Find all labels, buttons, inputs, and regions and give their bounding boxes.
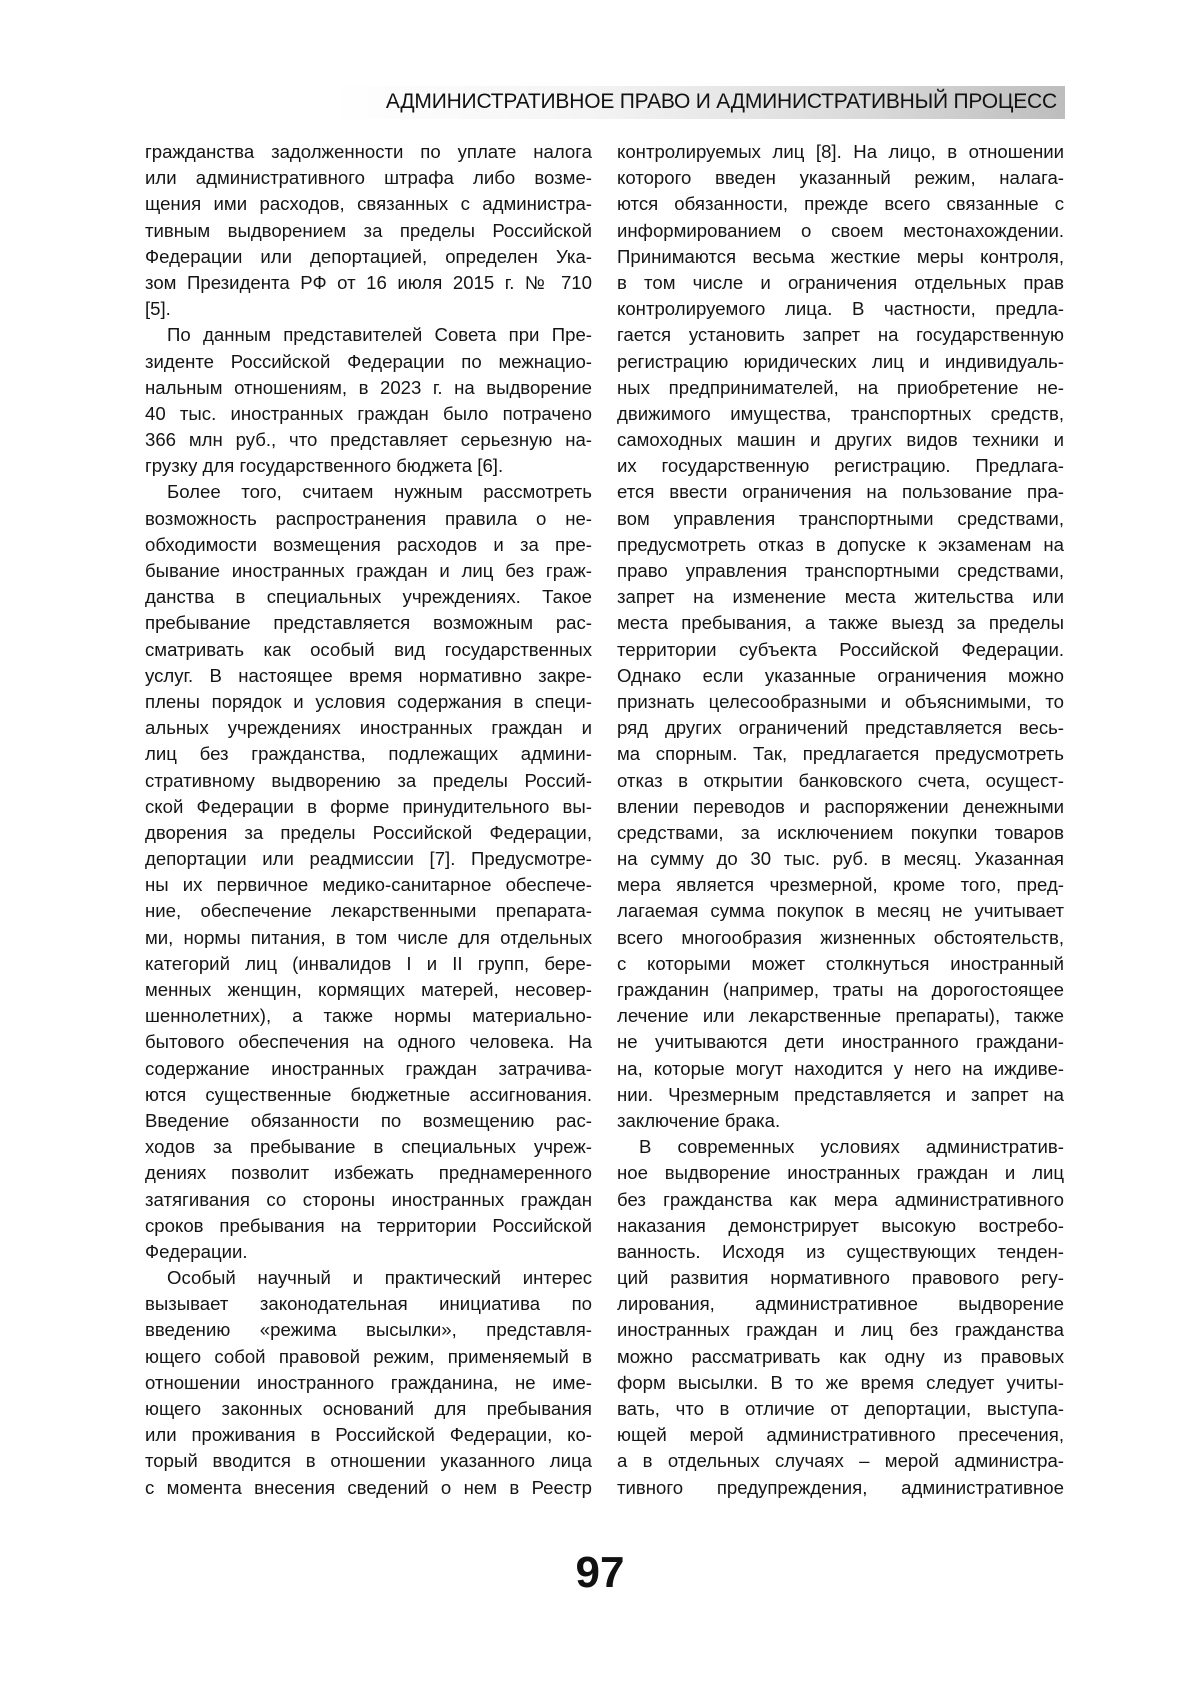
text-line: услуг. В настоящее время нормативно закре-	[145, 664, 592, 686]
text-line: отношении иностранного гражданина, не име-	[145, 1371, 592, 1393]
text-line: их государственную регистрацию. Предлага-	[617, 455, 1064, 477]
text-line: контролируемого лица. В частности, предла-	[617, 298, 1064, 320]
text-line: ются существенные бюджетные ассигнования.	[145, 1083, 592, 1105]
text-line: Введение обязанности по возмещению рас-	[145, 1109, 592, 1131]
text-line: вызывает законодательная инициатива по	[145, 1293, 592, 1315]
text-line: В современных условиях административ-	[639, 1136, 1064, 1158]
text-line: а в отдельных случаях – мерой администра-	[617, 1450, 1064, 1472]
text-line: Принимаются весьма жесткие меры контроля,	[617, 245, 1064, 267]
text-line: стративному выдворению за пределы Россий-	[145, 769, 592, 791]
text-line: содержание иностранных граждан затрачива-	[145, 1057, 592, 1079]
text-line: гражданин (например, траты на дорогостоящее	[617, 979, 1064, 1000]
text-line: ской Федерации в форме принудительного вы-	[145, 795, 592, 817]
text-line: лагаемая сумма покупок в месяц не учитывает	[617, 900, 1064, 922]
text-line: щения ими расходов, связанных с администра-	[145, 193, 592, 215]
text-line: ющего законных оснований для пребывания	[145, 1398, 592, 1419]
text-line: на, которые могут находится у него на иждиве-	[617, 1057, 1064, 1079]
left-column	[145, 139, 592, 1501]
text-line: [5].	[145, 298, 171, 320]
text-line: бывание иностранных граждан и лиц без граж-	[145, 560, 592, 581]
text-line: регистрацию юридических лиц и индивидуаль-	[617, 350, 1064, 372]
text-line: вать, что в отличие от депортации, выступа-	[617, 1398, 1064, 1419]
text-line: форм высылки. В то же время следует учиты-	[617, 1371, 1064, 1393]
text-line: гается установить запрет на государственную	[617, 324, 1064, 346]
text-line: заключение брака.	[617, 1109, 781, 1131]
text-line: можно рассматривать как одну из правовых	[617, 1345, 1064, 1367]
text-line: мера является чрезмерной, кроме того, пред-	[617, 874, 1064, 896]
paragraph	[617, 139, 1064, 1134]
text-line: категорий лиц (инвалидов I и II групп, бере-	[145, 952, 592, 974]
text-line: ванность. Исходя из существующих тенден-	[617, 1240, 1064, 1262]
text-line: предусмотреть отказ в допуске к экзаменам на	[617, 533, 1064, 555]
text-line: бытового обеспечения на одного человека. На	[145, 1031, 592, 1053]
paragraph	[145, 1265, 592, 1501]
text-line: зиденте Российской Федерации по межнацио-	[145, 350, 592, 372]
text-line: наказания демонстрирует высокую востребо-	[617, 1214, 1064, 1236]
text-line: вом управления транспортными средствами,	[617, 507, 1064, 529]
text-line: Федерации или депортацией, определен Ука-	[145, 245, 592, 267]
text-line: 366 млн руб., что представляет серьезную на-	[145, 429, 592, 451]
page-number: 97	[575, 1548, 625, 1597]
text-line: ны их первичное медико-санитарное обеспече-	[145, 874, 592, 896]
text-line: ных предпринимателей, на приобретение не-	[617, 376, 1064, 398]
text-line: сроков пребывания на территории Российской	[145, 1214, 592, 1236]
text-line: затягивания со стороны иностранных граждан	[145, 1188, 592, 1210]
text-line: тивного предупреждения, административное	[617, 1476, 1064, 1498]
text-line: ние, обеспечение лекарственными препарата-	[145, 900, 592, 922]
text-line: введению «режима высылки», представля-	[145, 1319, 592, 1341]
text-line: ми, нормы питания, в том числе для отдельных	[145, 926, 592, 948]
text-line: тивным выдворением за пределы Российской	[145, 219, 592, 241]
text-line: без гражданства как мера административного	[617, 1188, 1064, 1210]
text-line: ются обязанности, прежде всего связанные с	[617, 193, 1064, 215]
text-line: возможность распространения правила о не-	[145, 507, 592, 529]
text-line: лиц без гражданства, подлежащих админи-	[145, 743, 592, 765]
text-line: движимого имущества, транспортных средств,	[617, 402, 1064, 424]
text-line: нальным отношениям, в 2023 г. на выдворение	[145, 376, 592, 398]
text-line: признать целесообразными и объяснимыми, то	[617, 690, 1064, 712]
text-line: или административного штрафа либо возме-	[145, 167, 592, 189]
text-line: самоходных машин и других видов техники и	[617, 429, 1064, 451]
text-line: ма спорным. Так, предлагается предусмотреть	[617, 743, 1064, 765]
text-line: пребывание представляется возможным рас-	[145, 612, 592, 634]
text-line: По данным представителей Совета при Пре-	[167, 324, 592, 346]
text-line: ющей мерой административного пресечения,	[617, 1424, 1064, 1446]
text-line: дениях позволит избежать преднамеренного	[145, 1162, 592, 1184]
paragraph	[145, 139, 592, 322]
text-line: запрет на изменение места жительства или	[617, 586, 1064, 608]
text-line: средствами, за исключением покупки товаров	[617, 821, 1064, 843]
text-line: контролируемых лиц [8]. На лицо, в отношении	[617, 141, 1064, 162]
text-line: данства в специальных учреждениях. Такое	[145, 586, 592, 608]
text-line: зом Президента РФ от 16 июля 2015 г. № 710	[145, 271, 592, 293]
text-line: ходов за пребывание в специальных учреж-	[145, 1136, 592, 1158]
running-header	[330, 86, 1065, 119]
text-line: которого введен указанный режим, налага-	[617, 167, 1064, 189]
text-line: ряд других ограничений представляется весь-	[617, 717, 1064, 739]
text-line: Более того, считаем нужным рассмотреть	[167, 481, 592, 503]
text-line: Однако если указанные ограничения можно	[617, 664, 1064, 686]
text-line: на сумму до 30 тыс. руб. в месяц. Указанная	[617, 848, 1064, 870]
text-line: влении переводов и распоряжении денежными	[617, 795, 1064, 817]
text-line: грузку для государственного бюджета [6].	[145, 455, 504, 477]
text-line: дворения за пределы Российской Федерации,	[145, 821, 592, 843]
text-line: 40 тыс. иностранных граждан было потрачено	[145, 402, 592, 424]
text-line: сматривать как особый вид государственных	[145, 638, 592, 660]
paragraph	[145, 322, 592, 479]
text-line: торый вводится в отношении указанного лица	[145, 1450, 592, 1472]
text-line: лечение или лекарственные препараты), также	[617, 1005, 1064, 1027]
paragraph	[617, 1134, 1064, 1501]
text-line: плены порядок и условия содержания в специ-	[145, 690, 592, 712]
text-line: право управления транспортными средствами,	[617, 560, 1064, 581]
text-line: иностранных граждан и лиц без гражданства	[617, 1319, 1064, 1341]
text-line: территории субъекта Российской Федерации.	[617, 638, 1064, 660]
running-header-title: АДМИНИСТРАТИВНОЕ ПРАВО И АДМИНИСТРАТИВНЫЙ ПРОЦЕСС	[385, 90, 1057, 113]
text-line: в том числе и ограничения отдельных прав	[617, 271, 1064, 293]
text-line: или проживания в Российской Федерации, ко-	[145, 1424, 592, 1446]
text-line: с момента внесения сведений о нем в Реестр	[145, 1476, 592, 1498]
text-line: Особый научный и практический интерес	[167, 1267, 592, 1289]
text-line: отказ в открытии банковского счета, осущест-	[617, 769, 1064, 791]
text-line: не учитываются дети иностранного граждани-	[617, 1031, 1064, 1053]
text-line: обходимости возмещения расходов и за пре-	[145, 533, 592, 555]
text-line: депортации или реадмиссии [7]. Предусмотре-	[145, 848, 592, 870]
text-line: Федерации.	[145, 1240, 248, 1262]
text-line: ющего собой правовой режим, применяемый в	[145, 1345, 592, 1367]
text-line: гражданства задолженности по уплате налога	[145, 141, 592, 162]
paragraph	[145, 479, 592, 1265]
text-line: альных учреждениях иностранных граждан и	[145, 717, 592, 739]
text-line: ций развития нормативного правового регу-	[617, 1267, 1064, 1289]
text-line: ется ввести ограничения на пользование пра-	[617, 481, 1064, 503]
text-line: всего многообразия жизненных обстоятельств,	[617, 926, 1064, 948]
right-column	[617, 139, 1064, 1501]
text-line: ное выдворение иностранных граждан и лиц	[617, 1162, 1064, 1184]
text-line: с которыми может столкнуться иностранный	[617, 952, 1064, 974]
text-line: менных женщин, кормящих матерей, несовер-	[145, 979, 592, 1000]
text-line: шеннолетних), а также нормы материально-	[145, 1005, 592, 1027]
text-line: места пребывания, а также выезд за пределы	[617, 612, 1064, 634]
text-line: информированием о своем местонахождении.	[617, 219, 1064, 241]
text-line: нии. Чрезмерным представляется и запрет на	[617, 1083, 1064, 1105]
text-line: лирования, административное выдворение	[617, 1293, 1064, 1315]
